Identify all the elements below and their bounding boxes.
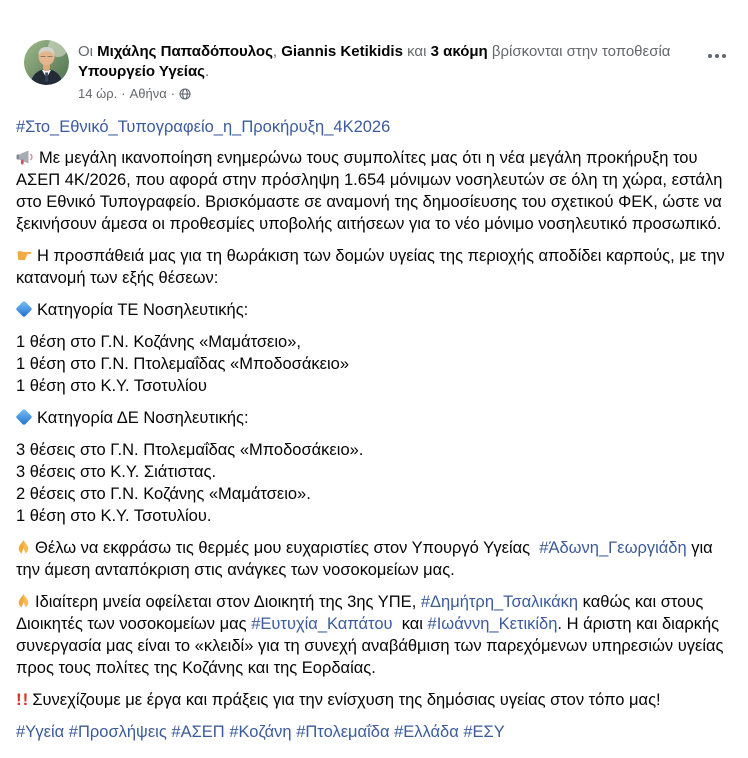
header-and: και xyxy=(402,43,431,60)
header-prefix: Οι xyxy=(78,43,98,60)
others-count-link[interactable]: 3 ακόμη xyxy=(430,43,488,60)
intro-text: Με μεγάλη ικανοποίηση ενημερώνω τους συμπολίτες μας ότι η νέα μεγάλη προκήρυξη του ΑΣΕΠ 4Κ/2026, που αφορά στην πρόσληψη 1.654 μόνιμων νοσηλευτών σε όλη τη χώρα, εστάλη στο Εθνικό Τυπογραφείο. Βρισκόμαστε σε αναμονή της δημοσίευσης του σχετικού ΦΕΚ, ώστε να ξεκινήσουν άμεσα οι προθεσμίες υποβολής αιτήσεων για το νέο μόνιμο νοσηλευτικό προσωπικό. xyxy=(16,149,723,233)
paragraph-effort xyxy=(16,245,732,289)
footer-hashtag[interactable]: #Προσλήψεις xyxy=(68,723,167,741)
header-period: . xyxy=(204,63,210,80)
author-name-2[interactable]: Giannis Ketikidis xyxy=(281,43,403,60)
list-item: 1 θέση στο Γ.Ν. Πτολεμαΐδας «Μποδοσάκειο» xyxy=(16,355,350,373)
hashtag-link-georgiadis[interactable]: #Άδωνη_Γεωργιάδη xyxy=(539,539,687,557)
ellipsis-icon xyxy=(722,54,726,58)
header-text xyxy=(78,40,702,102)
post-header xyxy=(16,40,732,102)
list-item: 1 θέση στο Γ.Ν. Κοζάνης «Μαμάτσειο», xyxy=(16,333,301,351)
double-exclamation-icon: !! xyxy=(16,690,30,709)
list-item: 1 θέση στο Κ.Υ. Τσοτυλίου. xyxy=(16,507,212,525)
meta-separator: · xyxy=(170,86,176,101)
post-body xyxy=(16,116,732,743)
paragraph-intro xyxy=(16,147,732,235)
effort-text: Η προσπάθειά μας για τη θωράκιση των δομών υγείας της περιοχής αποδίδει καρπούς, με την κατανομή των εξής θέσεων: xyxy=(16,247,725,287)
closing-text: Συνεχίζουμε με έργα και πράξεις για την ενίσχυση της δημόσιας υγείας στον τόπο μας! xyxy=(32,691,661,709)
header-connector: βρίσκονται στην τοποθεσία xyxy=(487,43,671,60)
footer-hashtag[interactable]: #ΕΣΥ xyxy=(463,723,505,741)
title-hashtag-link[interactable]: #Στο_Εθνικό_Τυπογραφείο_η_Προκήρυξη_4Κ2026 xyxy=(16,118,391,136)
profile-photo-icon xyxy=(24,40,69,85)
thanks-pre: Θέλω να εκφράσω τις θερμές μου ευχαριστίες στον Υπουργό Υγείας xyxy=(35,539,540,557)
paragraph-mention xyxy=(16,591,732,679)
paragraph-closing xyxy=(16,689,732,711)
meta-separator: · xyxy=(121,86,126,101)
hashtag-link-ketikidis[interactable]: #Ιωάννη_Κετικίδη xyxy=(427,615,558,633)
folded-hands-icon xyxy=(16,539,31,555)
list-item: 1 θέση στο Κ.Υ. Τσοτυλίου xyxy=(16,377,207,395)
timestamp[interactable]: 14 ώρ. xyxy=(78,86,118,101)
footer-hashtag[interactable]: #ΑΣΕΠ xyxy=(171,723,225,741)
mention-mid1: καθώς και στους Διοικητές των νοσοκομείων μας xyxy=(16,593,704,633)
blue-diamond-icon xyxy=(16,409,33,426)
more-options-button[interactable] xyxy=(702,44,732,68)
list-item: 2 θέσεις στο Γ.Ν. Κοζάνης «Μαμάτσειο». xyxy=(16,485,311,503)
footer-hashtag[interactable]: #Πτολεμαΐδα xyxy=(296,723,390,741)
footer-hashtag[interactable]: #Κοζάνη xyxy=(229,723,292,741)
mention-mid2: και xyxy=(392,615,428,633)
location-link[interactable]: Υπουργείο Υγείας xyxy=(78,63,205,80)
megaphone-icon xyxy=(16,149,35,165)
avatar[interactable] xyxy=(24,40,69,85)
pointing-right-hand-icon: ☛ xyxy=(16,245,34,267)
te-heading-text: Κατηγορία ΤΕ Νοσηλευτικής: xyxy=(37,301,249,319)
footer-hashtags xyxy=(16,721,732,743)
footer-hashtag[interactable]: #Ελλάδα xyxy=(394,723,459,741)
place-link[interactable]: Αθήνα xyxy=(129,86,167,101)
category-de-heading xyxy=(16,407,732,429)
list-item: 3 θέσεις στο Γ.Ν. Πτολεμαΐδας «Μποδοσάκειο». xyxy=(16,441,364,459)
paragraph-thanks xyxy=(16,537,732,581)
de-heading-text: Κατηγορία ΔΕ Νοσηλευτικής: xyxy=(37,409,249,427)
hashtag-link-kapatou[interactable]: #Ευτυχία_Καπάτου xyxy=(251,615,393,633)
ellipsis-icon xyxy=(708,54,712,58)
meta-line xyxy=(78,85,702,102)
blue-diamond-icon xyxy=(16,301,33,318)
ellipsis-icon xyxy=(715,54,719,58)
folded-hands-icon xyxy=(16,593,31,609)
thanks-post: για την άμεση ανταπόκριση στις ανάγκες των νοσοκομείων μας. xyxy=(16,539,713,579)
author-name-1[interactable]: Μιχάλης Παπαδόπουλος xyxy=(97,43,273,60)
header-comma: , xyxy=(272,43,282,60)
header-line xyxy=(78,42,702,82)
hashtag-link-tsalikakis[interactable]: #Δημήτρη_Τσαλικάκη xyxy=(420,593,579,611)
mention-pre: Ιδιαίτερη μνεία οφείλεται στον Διοικητή της 3ης ΥΠΕ, xyxy=(35,593,421,611)
globe-icon xyxy=(179,88,191,100)
footer-hashtag[interactable]: #Υγεία xyxy=(16,723,65,741)
mention-post: . Η άριστη και διαρκής συνεργασία μας είναι το «κλειδί» για τη συνεχή αναβάθμιση των παρεχόμενων υπηρεσιών υγείας προς τους πολίτες της Κοζάνης και της Εορδαίας. xyxy=(16,615,724,677)
category-te-heading xyxy=(16,299,732,321)
list-item: 3 θέσεις στο Κ.Υ. Σιάτιστας. xyxy=(16,463,217,481)
